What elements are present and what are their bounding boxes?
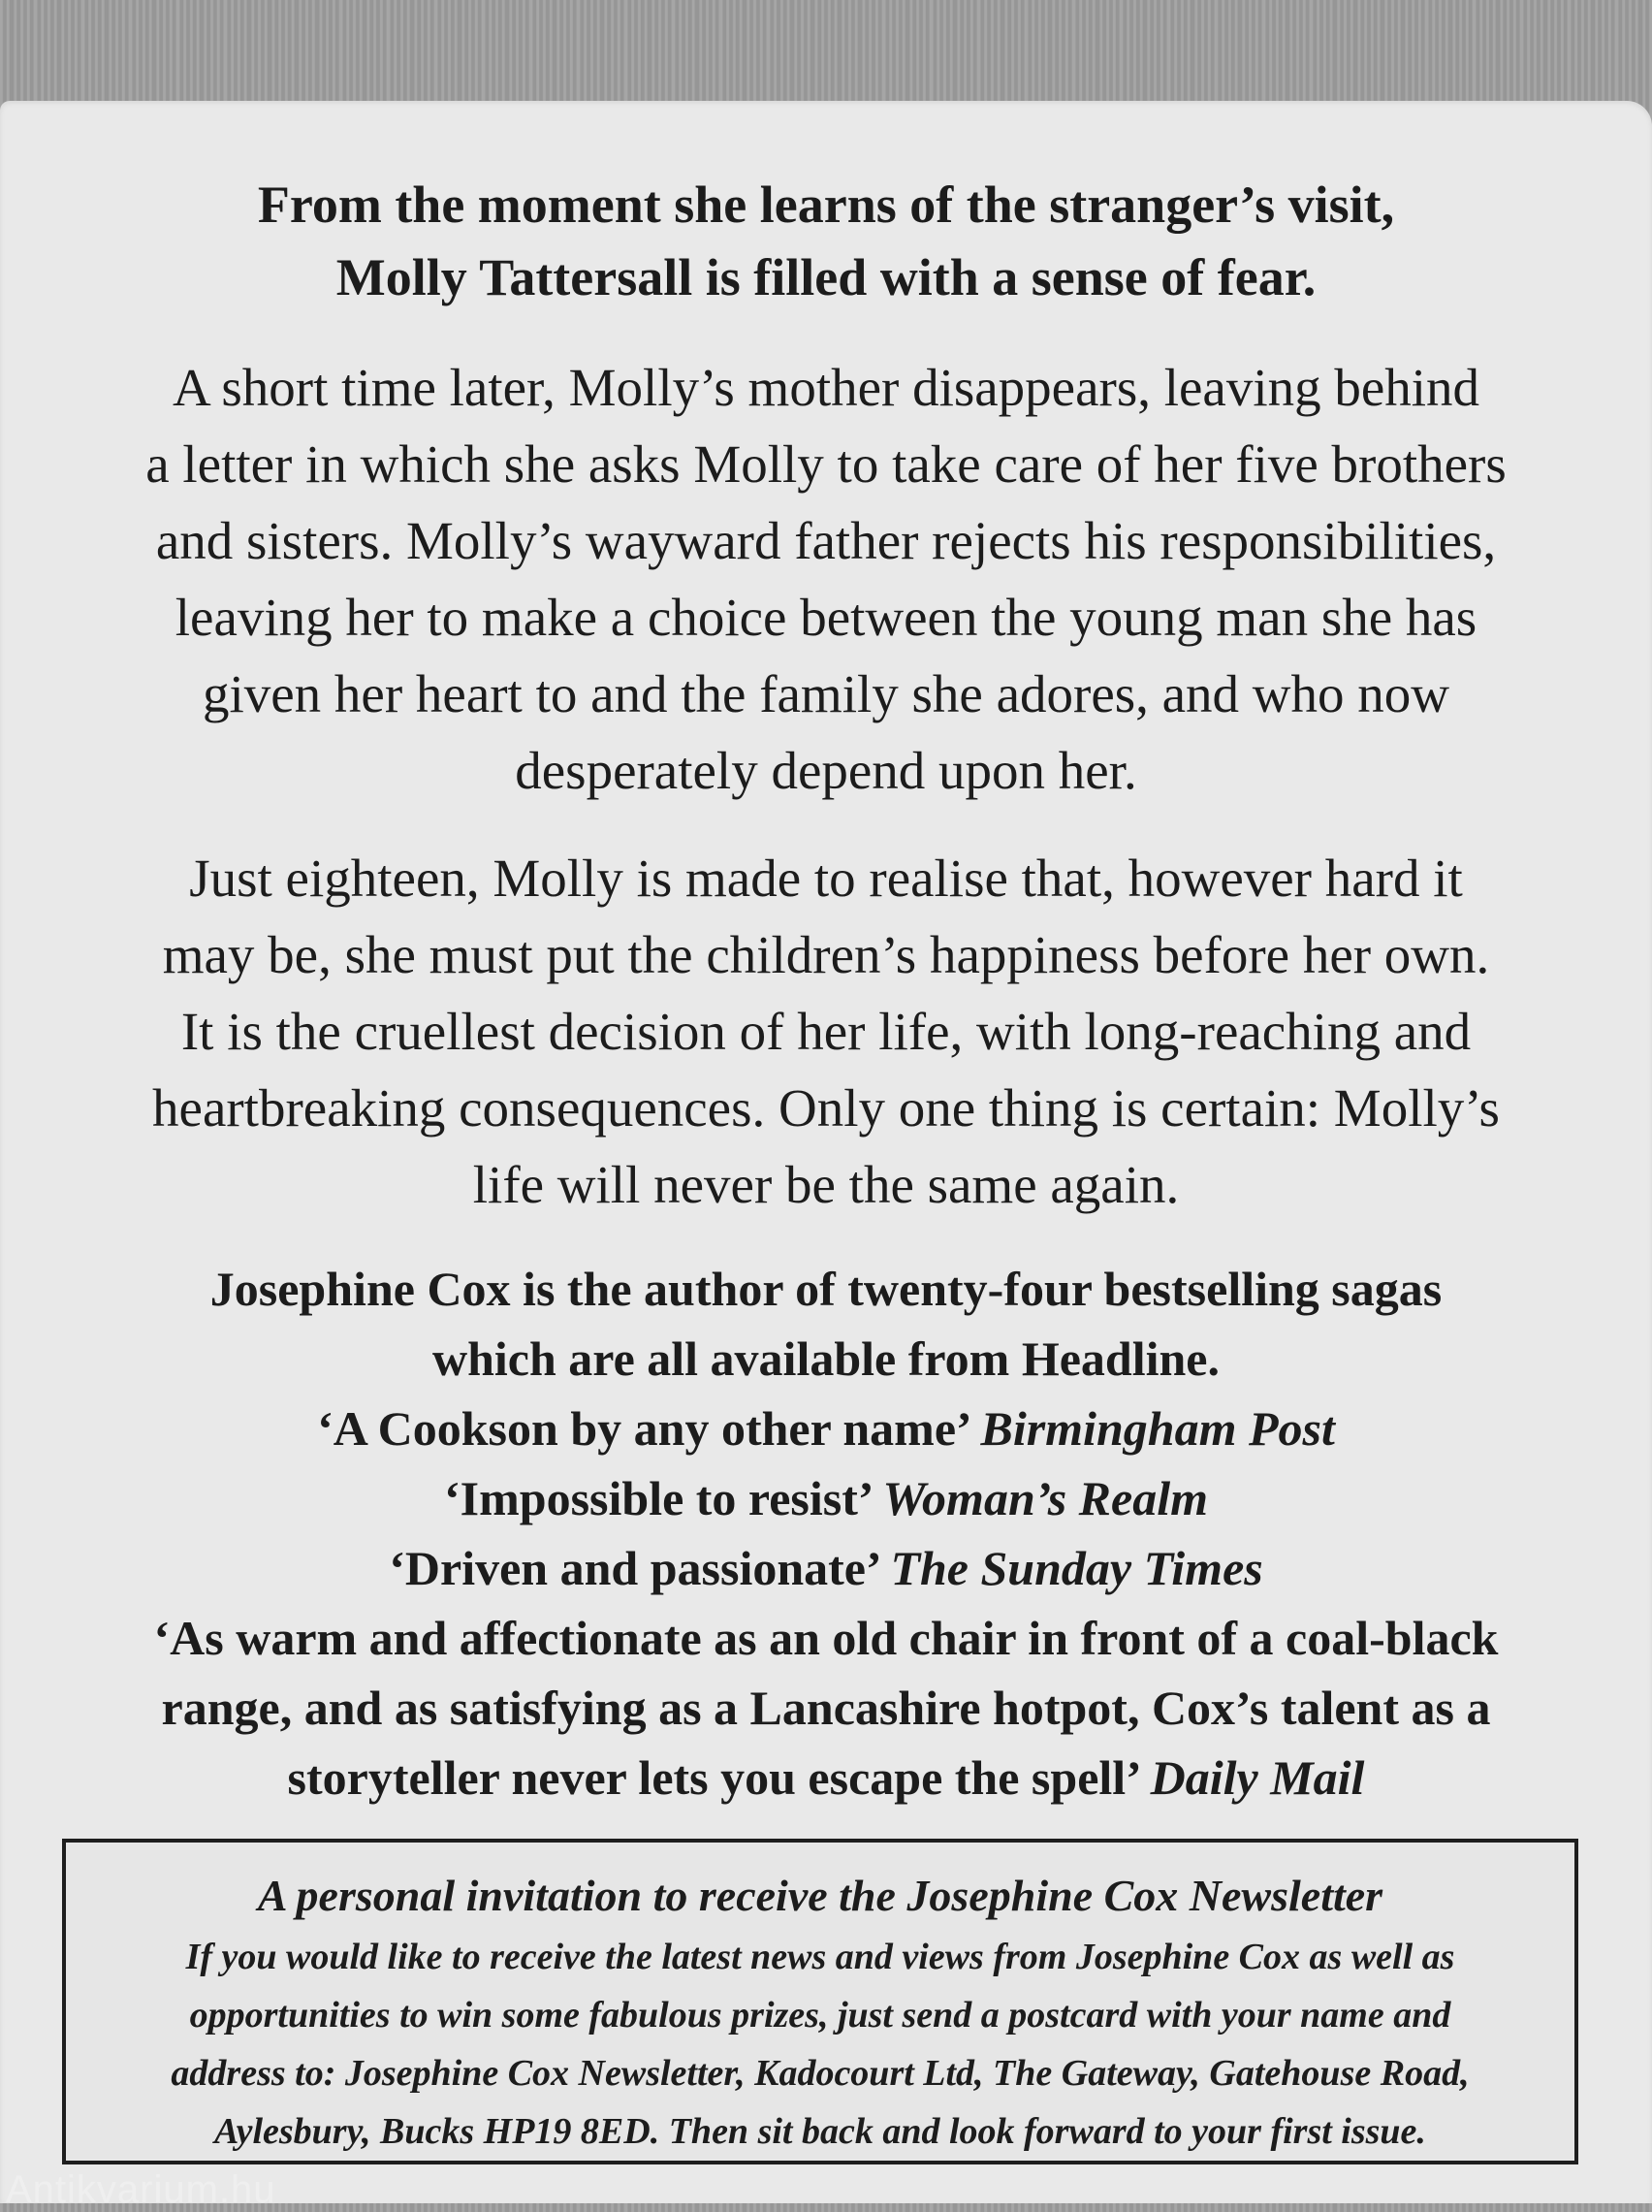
review-quote bbox=[87, 1533, 1565, 1603]
long-quote-line-3 bbox=[87, 1743, 1565, 1812]
author-bio-line-1: Josephine Cox is the author of twenty-four bestselling sagas bbox=[209, 1262, 1443, 1316]
newsletter-box bbox=[62, 1839, 1578, 2164]
quote-source: Woman’s Realm bbox=[882, 1471, 1208, 1525]
review-quote bbox=[87, 1463, 1565, 1533]
headline bbox=[87, 169, 1565, 314]
quote-text: ‘A Cookson by any other name’ bbox=[317, 1401, 969, 1456]
long-quote-line-2: range, and as satisfying as a Lancashire hotpot, Cox’s talent as a bbox=[161, 1681, 1491, 1735]
blurb-paragraph-2 bbox=[87, 840, 1565, 1223]
paragraph-line: leaving her to make a choice between the young man she has bbox=[175, 588, 1477, 647]
paragraph-line: a letter in which she asks Molly to take care of her five brothers bbox=[145, 434, 1507, 494]
paragraph-line: Just eighteen, Molly is made to realise that, however hard it bbox=[189, 849, 1463, 908]
paragraph-line: may be, she must put the children’s happiness before her own. bbox=[162, 925, 1490, 984]
quote-text: ‘Driven and passionate’ bbox=[389, 1541, 878, 1595]
paragraph-line: given her heart to and the family she adores, and who now bbox=[202, 664, 1449, 723]
paragraph-line: A short time later, Molly’s mother disappears, leaving behind bbox=[172, 358, 1480, 417]
newsletter-title: A personal invitation to receive the Josephine Cox Newsletter bbox=[257, 1871, 1383, 1920]
paragraph-line: heartbreaking consequences. Only one thing is certain: Molly’s bbox=[152, 1078, 1500, 1138]
long-quote-source: Daily Mail bbox=[1150, 1750, 1365, 1805]
blurb-paragraph-1 bbox=[87, 349, 1565, 809]
book-back-cover bbox=[0, 101, 1652, 2203]
headline-line-1: From the moment she learns of the stranger’s visit, bbox=[257, 176, 1395, 234]
quote-source: Birmingham Post bbox=[980, 1401, 1335, 1456]
long-quote-line-1: ‘As warm and affectionate as an old chair in front of a coal-black bbox=[153, 1611, 1499, 1665]
long-review-quote bbox=[87, 1603, 1565, 1812]
watermark: Antikvarium.hu bbox=[6, 2168, 276, 2211]
newsletter-line: opportunities to win some fabulous prizes, just send a postcard with your name and bbox=[189, 1995, 1451, 2036]
long-quote-text: storyteller never lets you escape the spell’ bbox=[287, 1750, 1139, 1805]
newsletter-line: If you would like to receive the latest news and views from Josephine Cox as well as bbox=[185, 1937, 1455, 1977]
newsletter-line: address to: Josephine Cox Newsletter, Kadocourt Ltd, The Gateway, Gatehouse Road, bbox=[171, 2053, 1470, 2094]
newsletter-line: Aylesbury, Bucks HP19 8ED. Then sit back and look forward to your first issue. bbox=[214, 2111, 1426, 2152]
headline-line-2: Molly Tattersall is filled with a sense of fear. bbox=[335, 248, 1317, 306]
quote-text: ‘Impossible to resist’ bbox=[444, 1471, 871, 1525]
review-quote bbox=[87, 1394, 1565, 1463]
quote-source: The Sunday Times bbox=[890, 1541, 1263, 1595]
paragraph-line: and sisters. Molly’s wayward father rejects his responsibilities, bbox=[155, 511, 1497, 570]
paragraph-line: life will never be the same again. bbox=[472, 1155, 1180, 1214]
author-bio bbox=[87, 1254, 1565, 1394]
newsletter-body bbox=[85, 1928, 1555, 2161]
paragraph-line: It is the cruellest decision of her life, with long-reaching and bbox=[180, 1002, 1472, 1061]
blurb-content bbox=[87, 169, 1565, 1812]
author-bio-line-2: which are all available from Headline. bbox=[431, 1331, 1220, 1386]
paragraph-line: desperately depend upon her. bbox=[515, 741, 1137, 800]
